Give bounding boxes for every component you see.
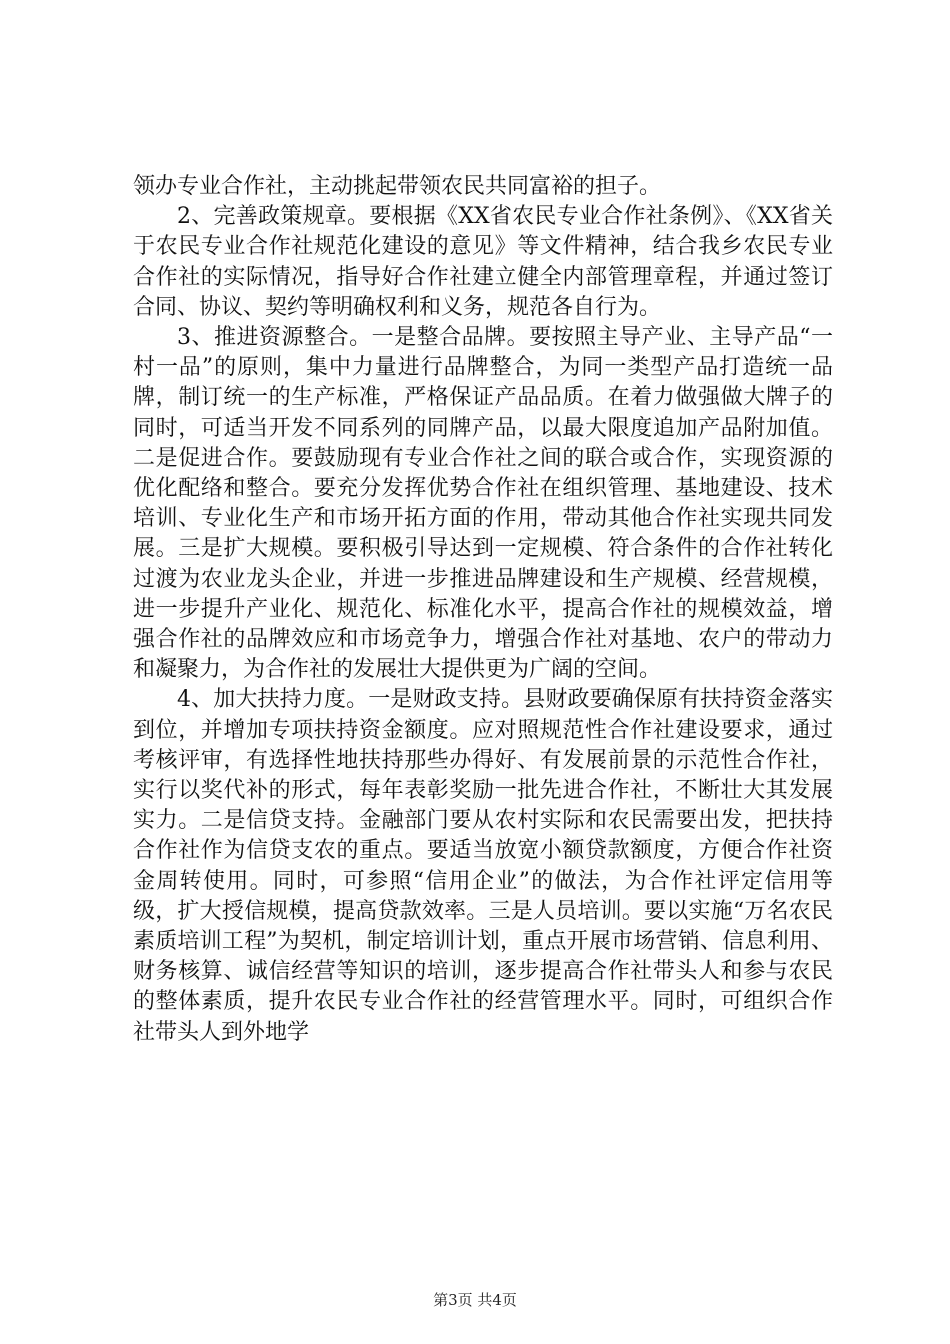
page-footer: 第3页 共4页 — [433, 1291, 517, 1309]
paragraph-support-strength: 4、加大扶持力度。一是财政支持。县财政要确保原有扶持资金落实到位，并增加专项扶持资金额度。应对照规范性合作社建设要求，通过考核评审，有选择性地扶持那些办得好、有发展前景的示范性合作社，实行以奖代补的形式，每年表彰奖励一批先进合作社，不断壮大其发展实力。二是信贷支持。金融部门要从农村实际和农民需要出发，把扶持合作社作为信贷支农的重点。要适当放宽小额贷款额度，方便合作社资金周转使用。同时，可参照“信用企业”的做法，为合作社评定信用等级，扩大授信规模，提高贷款效率。三是人员培训。要以实施“万名农民素质培训工程”为契机，制定培训计划，重点开展市场营销、信息利用、财务核算、诚信经营等知识的培训，逐步提高合作社带头人和参与农民的整体素质，提升农民专业合作社的经营管理水平。同时，可组织合作社带头人到外地学 — [133, 687, 833, 1045]
paragraph-policy-rules: 2、完善政策规章。要根据《XX省农民专业合作社条例》、《XX省关于农民专业合作社规范化建设的意见》等文件精神，结合我乡农民专业合作社的实际情况，指导好合作社建立健全内部管理章程，并通过签订合同、协议、契约等明确权利和义务，规范各自行为。 — [133, 204, 833, 320]
document-body — [133, 172, 833, 1048]
paragraph-continuation: 领办专业合作社，主动挑起带领农民共同富裕的担子。 — [133, 174, 662, 199]
paragraph-resource-integration: 3、推进资源整合。一是整合品牌。要按照主导产业、主导产品“一村一品”的原则，集中力量进行品牌整合，为同一类型产品打造统一品牌，制订统一的生产标准，严格保证产品品质。在着力做强做大牌子的同时，可适当开发不同系列的同牌产品，以最大限度追加产品附加值。二是促进合作。要鼓励现有专业合作社之间的联合或合作，实现资源的优化配络和整合。要充分发挥优势合作社在组织管理、基地建设、技术培训、专业化生产和市场开拓方面的作用，带动其他合作社实现共同发展。三是扩大规模。要积极引导达到一定规模、符合条件的合作社转化过渡为农业龙头企业，并进一步推进品牌建设和生产规模、经营规模，进一步提升产业化、规范化、标准化水平，提高合作社的规模效益，增强合作社的品牌效应和市场竞争力，增强合作社对基地、农户的带动力和凝聚力，为合作社的发展壮大提供更为广阔的空间。 — [133, 325, 833, 683]
